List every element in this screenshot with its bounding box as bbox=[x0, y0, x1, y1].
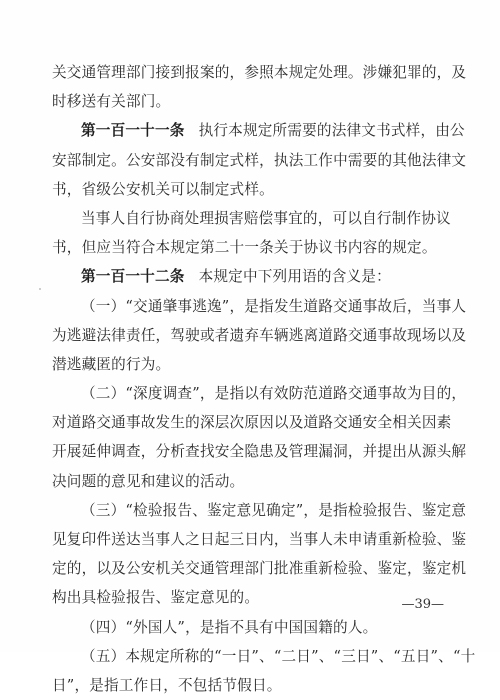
text-line: （三）“检验报告、鉴定意见确定”，是指检验报告、鉴定意 bbox=[81, 501, 467, 519]
text-line: 潜逃藏匿的行为。 bbox=[52, 355, 171, 373]
text-line: 决问题的意见和建议的活动。 bbox=[52, 472, 245, 490]
text-line: 定的，以及公安机关交通管理部门批准重新检验、鉴定，鉴定机 bbox=[52, 560, 467, 578]
text-line: （五）本规定所称的“一日”、“二日”、“三日”、“五日”、“十 bbox=[81, 647, 476, 665]
text-line: 见复印件送达当事人之日起三日内，当事人未申请重新检验、鉴 bbox=[52, 531, 467, 548]
body-text bbox=[52, 58, 476, 700]
article-text: 执行本规定所需要的法律文书式样，由公 bbox=[198, 122, 465, 140]
page-number: —39— bbox=[401, 597, 444, 612]
text-line: 日”，是指工作日，不包括节假日。 bbox=[52, 676, 282, 694]
text-line: 开展延伸调查，分析查找安全隐患及管理漏洞，并提出从源头解 bbox=[52, 443, 467, 461]
article-112-paragraph bbox=[52, 262, 450, 291]
text-line: 当事人自行协商处理损害赔偿事宜的，可以自行制作协议 bbox=[81, 209, 451, 227]
text-line: 构出具检验报告、鉴定意见的。 bbox=[52, 589, 260, 607]
text-line: 安部制定。公安部没有制定式样，执法工作中需要的其他法律文 bbox=[52, 151, 467, 169]
text-line: （一）“交通肇事逃逸”，是指发生道路交通事故后，当事人 bbox=[81, 297, 467, 315]
scan-speck bbox=[39, 288, 41, 290]
text-line: 时移送有关部门。 bbox=[52, 93, 171, 111]
text-line: 关交通管理部门接到报案的，参照本规定处理。涉嫌犯罪的，及 bbox=[52, 64, 467, 81]
article-111-paragraph bbox=[52, 116, 465, 145]
text-line: （二）“深度调查”，是指以有效防范道路交通事故为目的， bbox=[81, 385, 467, 403]
text-line: 对道路交通事故发生的深层次原因以及道路交通安全相关因素 bbox=[52, 414, 452, 432]
text-line: 书，省级公安机关可以制定式样。 bbox=[52, 180, 274, 198]
text-line: 书，但应当符合本规定第二十一条关于协议书内容的规定。 bbox=[52, 239, 437, 257]
text-line: 为逃避法律责任，驾驶或者遗弃车辆逃离道路交通事故现场以及 bbox=[52, 326, 467, 344]
article-text: 本规定中下列用语的含义是： bbox=[198, 268, 391, 286]
text-line: （四）“外国人”，是指不具有中国国籍的人。 bbox=[81, 618, 378, 636]
article-heading: 第一百一十一条 bbox=[81, 122, 185, 140]
article-heading: 第一百一十二条 bbox=[81, 268, 185, 286]
